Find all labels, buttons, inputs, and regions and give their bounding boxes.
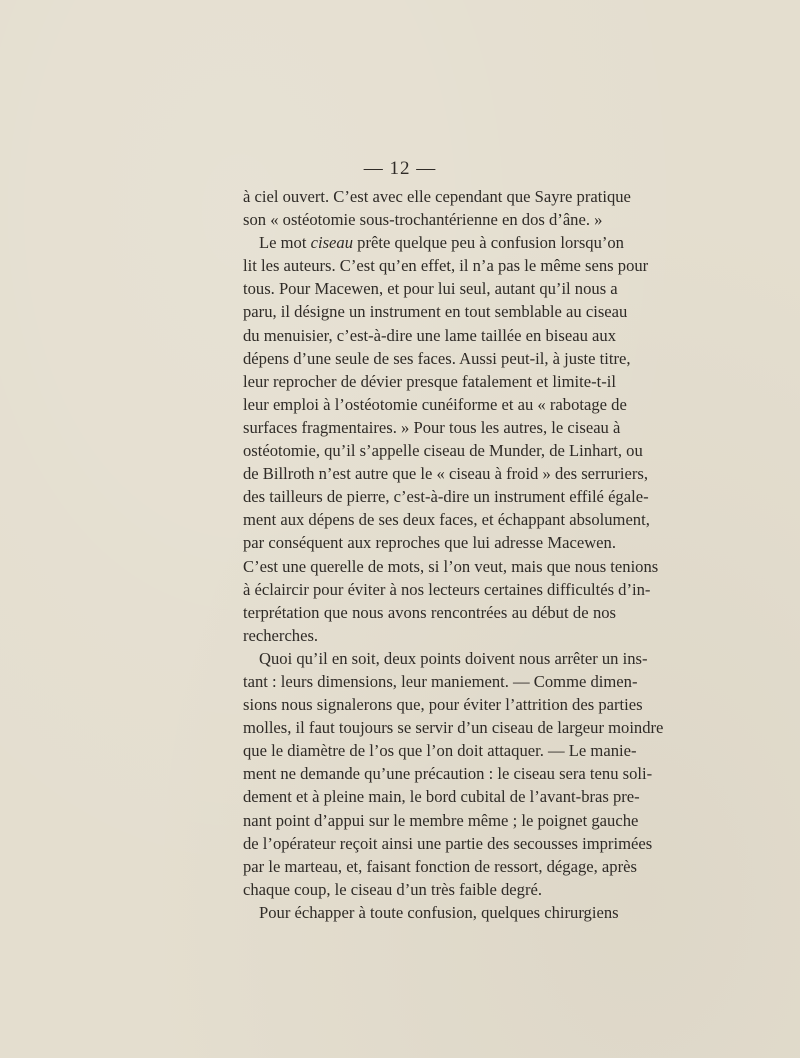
text-line: tant : leurs dimensions, leur maniement. — Comme dimen- <box>243 671 638 691</box>
text-line: ment aux dépens de ses deux faces, et échappant absolument, <box>243 510 650 530</box>
text-line: surfaces fragmentaires. » Pour tous les autres, le ciseau à <box>243 417 621 437</box>
text-line: son « ostéotomie sous-trochantérienne en dos d’âne. » <box>243 210 603 230</box>
text-line: de l’opérateur reçoit ainsi une partie des secousses imprimées <box>243 833 653 853</box>
text-line: à éclaircir pour éviter à nos lecteurs certaines difficultés d’in- <box>243 579 651 599</box>
text-line: que le diamètre de l’os que l’on doit attaquer. — Le manie- <box>243 741 637 761</box>
text-line: molles, il faut toujours se servir d’un ciseau de largeur moindre <box>243 718 664 738</box>
italic-term: ciseau <box>310 233 354 253</box>
text-line: terprétation que nous avons rencontrées au début de nos <box>243 602 616 622</box>
text-segment: Le mot <box>259 233 311 253</box>
text-line: Pour échapper à toute confusion, quelques chirurgiens <box>259 902 619 922</box>
body-text <box>243 185 664 924</box>
text-line: du menuisier, c’est-à-dire une lame taillée en biseau aux <box>243 325 616 345</box>
text-line: Quoi qu’il en soit, deux points doivent nous arrêter un ins- <box>259 648 648 668</box>
text-line: à ciel ouvert. C’est avec elle cependant que Sayre pratique <box>243 187 631 206</box>
text-line: leur emploi à l’ostéotomie cunéiforme et au « rabotage de <box>243 394 627 414</box>
text-line: tous. Pour Macewen, et pour lui seul, autant qu’il nous a <box>243 279 618 299</box>
text-line: lit les auteurs. C’est qu’en effet, il n’a pas le même sens pour <box>243 256 649 276</box>
text-line: nant point d’appui sur le membre même ; le poignet gauche <box>243 810 639 830</box>
text-line: dement et à pleine main, le bord cubital de l’avant-bras pre- <box>243 787 640 807</box>
text-line <box>243 231 624 254</box>
text-line: ment ne demande qu’une précaution : le ciseau sera tenu soli- <box>243 764 653 784</box>
text-line: leur reprocher de dévier presque fatalement et limite-t-il <box>243 371 616 391</box>
text-line: chaque coup, le ciseau d’un très faible degré. <box>243 879 543 899</box>
text-line: paru, il désigne un instrument en tout semblable au ciseau <box>243 302 628 322</box>
page-number: — 12 — <box>363 158 437 179</box>
text-line: par le marteau, et, faisant fonction de ressort, dégage, après <box>243 856 637 876</box>
text-line: recherches. <box>243 625 319 645</box>
text-line: dépens d’une seule de ses faces. Aussi peut-il, à juste titre, <box>243 348 631 368</box>
text-line: par conséquent aux reproches que lui adresse Macewen. <box>243 533 616 553</box>
text-line: ostéotomie, qu’il s’appelle ciseau de Munder, de Linhart, ou <box>243 441 643 461</box>
text-line: C’est une querelle de mots, si l’on veut, mais que nous tenions <box>243 556 659 576</box>
text-line: sions nous signalerons que, pour éviter l’attrition des parties <box>243 695 643 715</box>
text-line: des tailleurs de pierre, c’est-à-dire un instrument effilé égale- <box>243 487 649 507</box>
text-line: de Billroth n’est autre que le « ciseau à froid » des serruriers, <box>243 464 649 484</box>
text-segment: prête quelque peu à confusion lorsqu’on <box>353 233 624 253</box>
